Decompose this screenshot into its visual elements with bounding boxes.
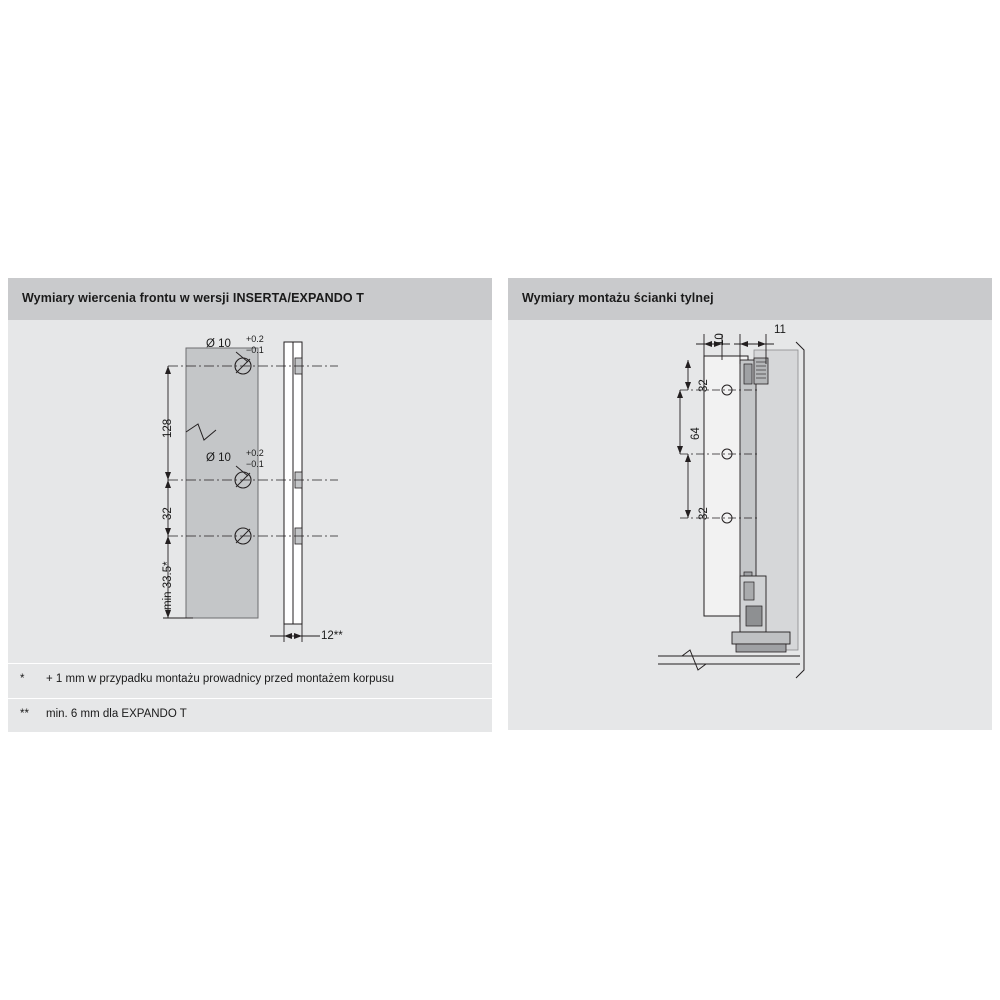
dim-thickness-label: 12** — [321, 630, 343, 642]
footnote-1 — [8, 663, 492, 697]
dim-32-top-label: 32 — [698, 379, 710, 392]
rear-panel-drawing — [508, 320, 992, 730]
hole-mid-diameter-label: Ø 10 — [206, 452, 231, 464]
dim-32-label: 32 — [162, 507, 174, 520]
dim-10-label: 10 — [714, 333, 726, 346]
hole-mid-tolerance-lower: −0.1 — [246, 459, 264, 469]
footnote-2 — [8, 698, 492, 732]
panel-header-left — [8, 278, 492, 320]
footnote-1-mark: * — [20, 673, 25, 685]
footnote-2-text: min. 6 mm dla EXPANDO T — [46, 708, 187, 720]
panel-title-left: Wymiary wiercenia frontu w wersji INSERTA/EXPANDO T — [22, 291, 364, 305]
footnote-1-text: + 1 mm w przypadku montażu prowadnicy przed montażem korpusu — [46, 673, 395, 685]
footnote-2-mark: ** — [20, 708, 29, 720]
hole-top-tolerance-upper: +0.2 — [246, 334, 264, 344]
panel-body-right — [508, 320, 992, 730]
hole-top-tolerance-lower: −0.1 — [246, 345, 264, 355]
hole-mid-tolerance-upper: +0.2 — [246, 448, 264, 458]
dim-64-label: 64 — [690, 427, 702, 440]
dim-min-label: min 33.5* — [162, 561, 174, 610]
dim-11-label: 11 — [774, 324, 786, 336]
dim-128-label: 128 — [162, 418, 174, 438]
panel-title-right: Wymiary montażu ścianki tylnej — [522, 291, 714, 305]
panel-header-right — [508, 278, 992, 320]
hole-top-diameter-label: Ø 10 — [206, 338, 231, 350]
dim-32-bottom-label: 32 — [698, 507, 710, 520]
panel-rear-mounting — [508, 278, 992, 730]
